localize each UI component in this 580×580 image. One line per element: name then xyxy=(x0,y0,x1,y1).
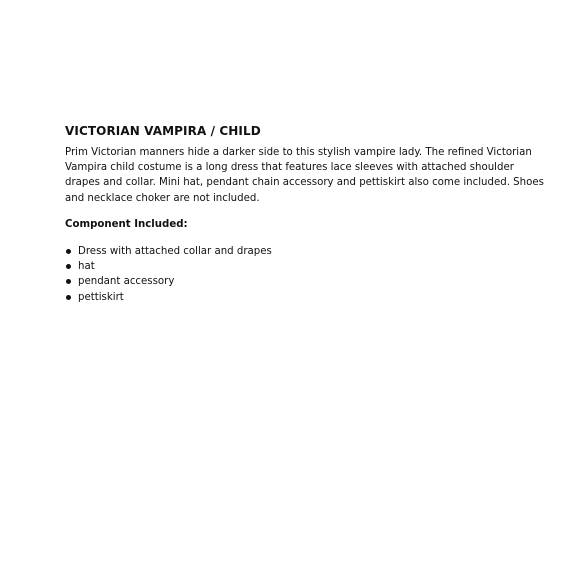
list-item xyxy=(65,244,545,259)
bullet-icon xyxy=(66,264,71,269)
product-title: VICTORIAN VAMPIRA / CHILD xyxy=(65,124,261,138)
list-item-label: hat xyxy=(78,261,95,273)
list-item xyxy=(65,259,545,274)
list-item-label: pendant accessory xyxy=(78,276,175,288)
product-description-block xyxy=(65,123,545,305)
components-list xyxy=(65,244,545,305)
list-item-label: Dress with attached collar and drapes xyxy=(78,245,272,257)
list-item-label: pettiskirt xyxy=(78,291,124,303)
components-heading: Component Included: xyxy=(65,218,188,230)
bullet-icon xyxy=(66,249,71,254)
list-item xyxy=(65,290,545,305)
bullet-icon xyxy=(66,295,71,300)
bullet-icon xyxy=(66,279,71,284)
list-item xyxy=(65,274,545,289)
product-description: Prim Victorian manners hide a darker side to this stylish vampire lady. The refined Victorian Vampira child costume is a long dress that features lace sleeves with attached shoulder drapes and collar. Mini hat, pendant chain accessory and pettiskirt also come included. Shoes and necklace choker are not included. xyxy=(65,147,544,204)
